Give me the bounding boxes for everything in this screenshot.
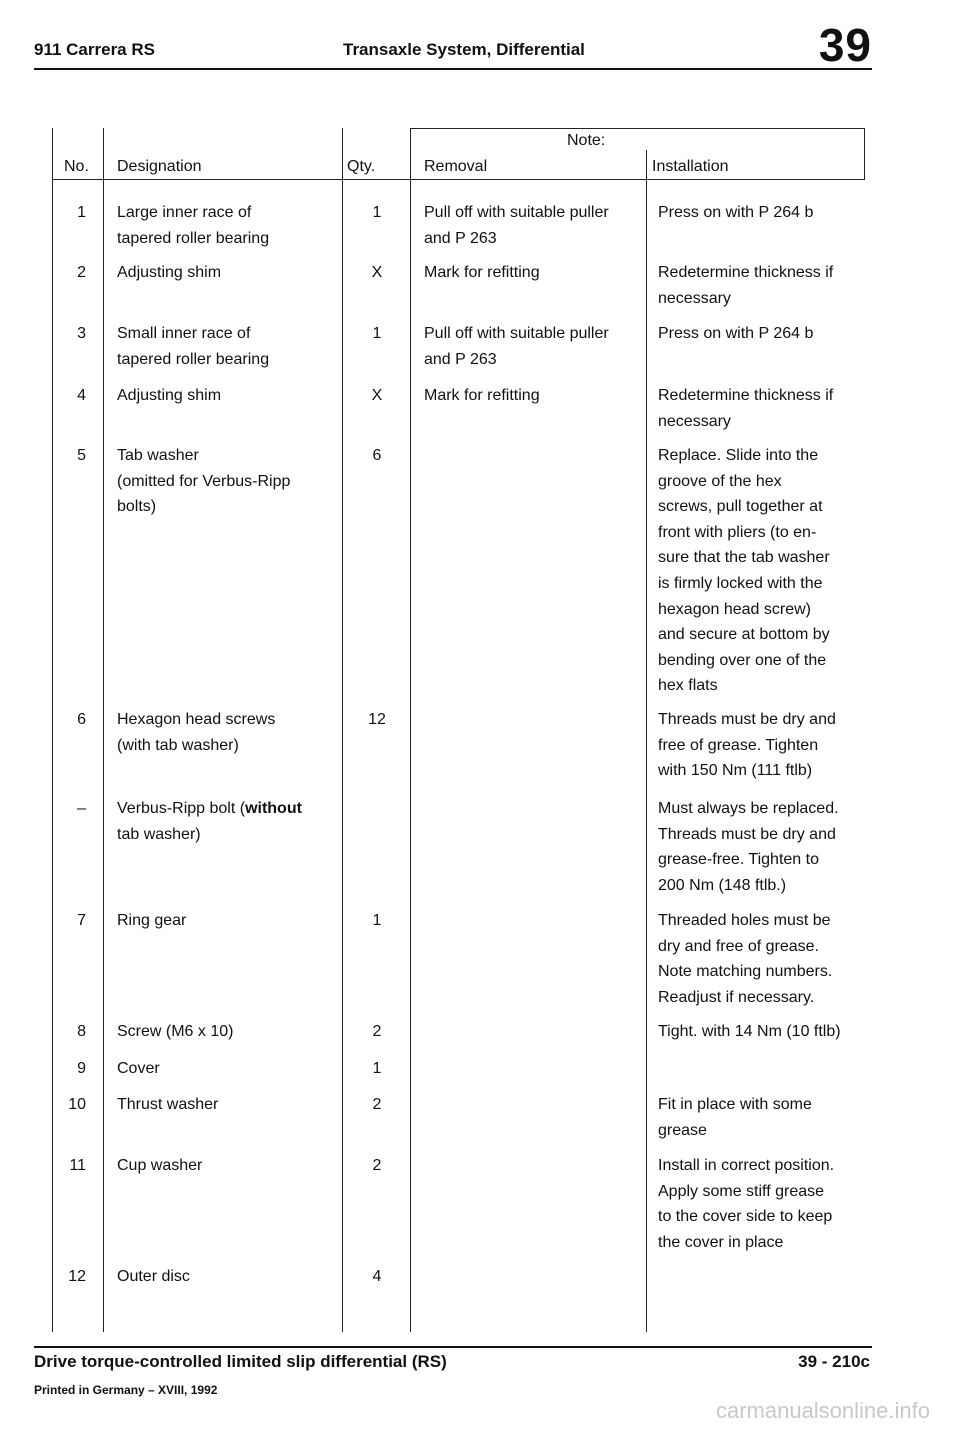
quantity: 1 <box>372 204 382 221</box>
removal-line: and P 263 <box>424 229 497 247</box>
designation-line: tab washer) <box>117 825 201 843</box>
installation-line: screws, pull together at <box>658 498 823 516</box>
designation-line: Tab washer <box>117 447 199 464</box>
designation-line: Adjusting shim <box>117 264 222 281</box>
installation-line: and secure at bottom by <box>658 626 830 644</box>
designation <box>117 796 302 847</box>
page-number: 39 - 210c <box>798 1352 870 1371</box>
installation-line: Press on with P 264 b <box>658 325 814 342</box>
installation-line: Note matching numbers. <box>658 963 833 981</box>
designation-line: tapered roller bearing <box>117 229 270 247</box>
row-number: 9 <box>77 1060 86 1077</box>
installation-line: necessary <box>658 289 731 307</box>
header-rule <box>34 68 872 70</box>
designation <box>117 443 290 520</box>
designation <box>117 1056 160 1082</box>
designation-line: Ring gear <box>117 912 187 929</box>
watermark: carmanualsonline.info <box>715 1398 930 1423</box>
installation-line: with 150 Nm (111 ftlb) <box>658 762 813 780</box>
installation-line: grease <box>658 1121 707 1139</box>
row-number: 12 <box>68 1268 86 1285</box>
designation <box>117 1092 218 1118</box>
note-label: Note: <box>567 132 606 149</box>
installation-note <box>658 321 813 347</box>
installation-line: Threads must be dry and <box>658 711 836 728</box>
designation-line: Cover <box>117 1060 160 1077</box>
installation-line: bending over one of the <box>658 651 827 669</box>
designation-line: Cup washer <box>117 1157 203 1174</box>
installation-line: front with pliers (to en- <box>658 523 817 541</box>
designation <box>117 260 221 286</box>
installation-note <box>658 908 832 1010</box>
installation-line: groove of the hex <box>658 472 782 490</box>
designation <box>117 707 275 758</box>
designation-line: Hexagon head screws <box>117 711 276 728</box>
designation-line: Screw (M6 x 10) <box>117 1023 234 1040</box>
col-divider-designation <box>342 128 343 1332</box>
designation-line: Adjusting shim <box>117 387 222 404</box>
quantity: 2 <box>372 1096 382 1113</box>
designation-line: Outer disc <box>117 1268 190 1285</box>
designation-text: Verbus-Ripp bolt ( <box>117 800 246 817</box>
removal-note <box>424 260 540 286</box>
installation-line: Replace. Slide into the <box>658 447 819 464</box>
installation-line: Redetermine thickness if <box>658 387 834 404</box>
removal-line: Pull off with suitable puller <box>424 204 609 221</box>
row-number: 10 <box>68 1096 86 1113</box>
installation-note <box>658 707 836 784</box>
installation-line: Fit in place with some <box>658 1096 812 1113</box>
installation-note <box>658 1092 812 1143</box>
row-number: 3 <box>77 325 86 342</box>
installation-line: Threads must be dry and <box>658 825 836 843</box>
row-number: 2 <box>77 264 86 281</box>
installation-line: Install in correct position. <box>658 1157 835 1174</box>
installation-line: dry and free of grease. <box>658 937 819 955</box>
installation-note <box>658 796 839 898</box>
installation-line: grease-free. Tighten to <box>658 851 819 869</box>
quantity: 1 <box>372 912 382 929</box>
quantity: 2 <box>372 1023 382 1040</box>
installation-line: Threaded holes must be <box>658 912 831 929</box>
row-number: 4 <box>77 387 86 404</box>
row-number: 8 <box>77 1023 86 1040</box>
installation-note <box>658 260 833 311</box>
designation-line: Small inner race of <box>117 325 251 342</box>
col-divider-removal <box>646 150 647 1332</box>
designation <box>117 383 221 409</box>
quantity: 12 <box>368 711 386 728</box>
col-divider-qty <box>410 128 411 1332</box>
parts-table <box>46 128 866 1332</box>
quantity: 2 <box>372 1157 382 1174</box>
removal-line: Mark for refitting <box>424 387 540 404</box>
designation <box>117 1264 190 1290</box>
installation-note <box>658 1153 834 1255</box>
quantity: 6 <box>372 447 382 464</box>
designation <box>117 1019 233 1045</box>
quantity: 4 <box>372 1268 382 1285</box>
designation <box>117 908 186 934</box>
designation-line: Large inner race of <box>117 204 252 221</box>
installation-line: Tight. with 14 Nm (10 ftlb) <box>658 1023 841 1040</box>
quantity: X <box>371 387 383 404</box>
designation-emphasis: without <box>245 800 302 817</box>
installation-line: the cover in place <box>658 1233 784 1251</box>
installation-line: Readjust if necessary. <box>658 988 815 1006</box>
note-top-rule <box>410 128 865 129</box>
installation-note <box>658 200 813 226</box>
installation-line: free of grease. Tighten <box>658 736 819 754</box>
removal-line: Mark for refitting <box>424 264 540 281</box>
designation-line: (with tab washer) <box>117 736 239 754</box>
installation-line: necessary <box>658 412 731 430</box>
row-number: 6 <box>77 711 86 728</box>
removal-line: and P 263 <box>424 350 497 368</box>
quantity: 1 <box>372 1060 382 1077</box>
col-header-qty: Qty. <box>347 158 376 175</box>
installation-line: 200 Nm (148 ftlb.) <box>658 876 787 894</box>
removal-line: Pull off with suitable puller <box>424 325 609 342</box>
removal-note <box>424 321 609 372</box>
installation-line: is firmly locked with the <box>658 574 823 592</box>
table-border-right <box>864 128 865 180</box>
installation-line: sure that the tab washer <box>658 549 830 567</box>
installation-line: Apply some stiff grease <box>658 1182 825 1200</box>
quantity: 1 <box>372 325 382 342</box>
removal-note <box>424 383 540 409</box>
designation <box>117 200 269 251</box>
installation-line: hexagon head screw) <box>658 600 811 618</box>
row-number: 11 <box>69 1157 86 1174</box>
designation-line: (omitted for Verbus-Ripp <box>117 472 291 490</box>
print-info: Printed in Germany – XVIII, 1992 <box>34 1383 218 1397</box>
designation <box>117 321 269 372</box>
col-header-no: No. <box>64 158 89 175</box>
row-number: 1 <box>77 204 86 221</box>
row-number: – <box>77 800 86 817</box>
designation-line <box>117 796 302 822</box>
row-number: 5 <box>77 447 86 464</box>
footer-title: Drive torque-controlled limited slip differential (RS) <box>34 1352 447 1371</box>
installation-note <box>658 383 833 434</box>
installation-line: Must always be replaced. <box>658 800 839 817</box>
model-title: 911 Carrera RS <box>34 40 155 59</box>
col-header-installation: Installation <box>652 158 729 175</box>
col-header-removal: Removal <box>424 158 488 175</box>
installation-line: Redetermine thickness if <box>658 264 834 281</box>
installation-line: to the cover side to keep <box>658 1208 833 1226</box>
removal-note <box>424 200 609 251</box>
installation-note <box>658 443 830 699</box>
quantity: X <box>371 264 383 281</box>
designation <box>117 1153 202 1179</box>
col-divider-no <box>103 128 104 1332</box>
designation-line: Thrust washer <box>117 1096 219 1113</box>
group-number: 39 <box>818 19 872 71</box>
installation-line: hex flats <box>658 677 718 695</box>
row-number: 7 <box>77 912 86 929</box>
footer-rule <box>34 1346 872 1348</box>
installation-note <box>658 1019 841 1045</box>
section-title: Transaxle System, Differential <box>343 40 585 59</box>
col-header-designation: Designation <box>117 158 202 175</box>
designation-line: tapered roller bearing <box>117 350 270 368</box>
installation-line: Press on with P 264 b <box>658 204 814 221</box>
designation-line: bolts) <box>117 498 157 516</box>
